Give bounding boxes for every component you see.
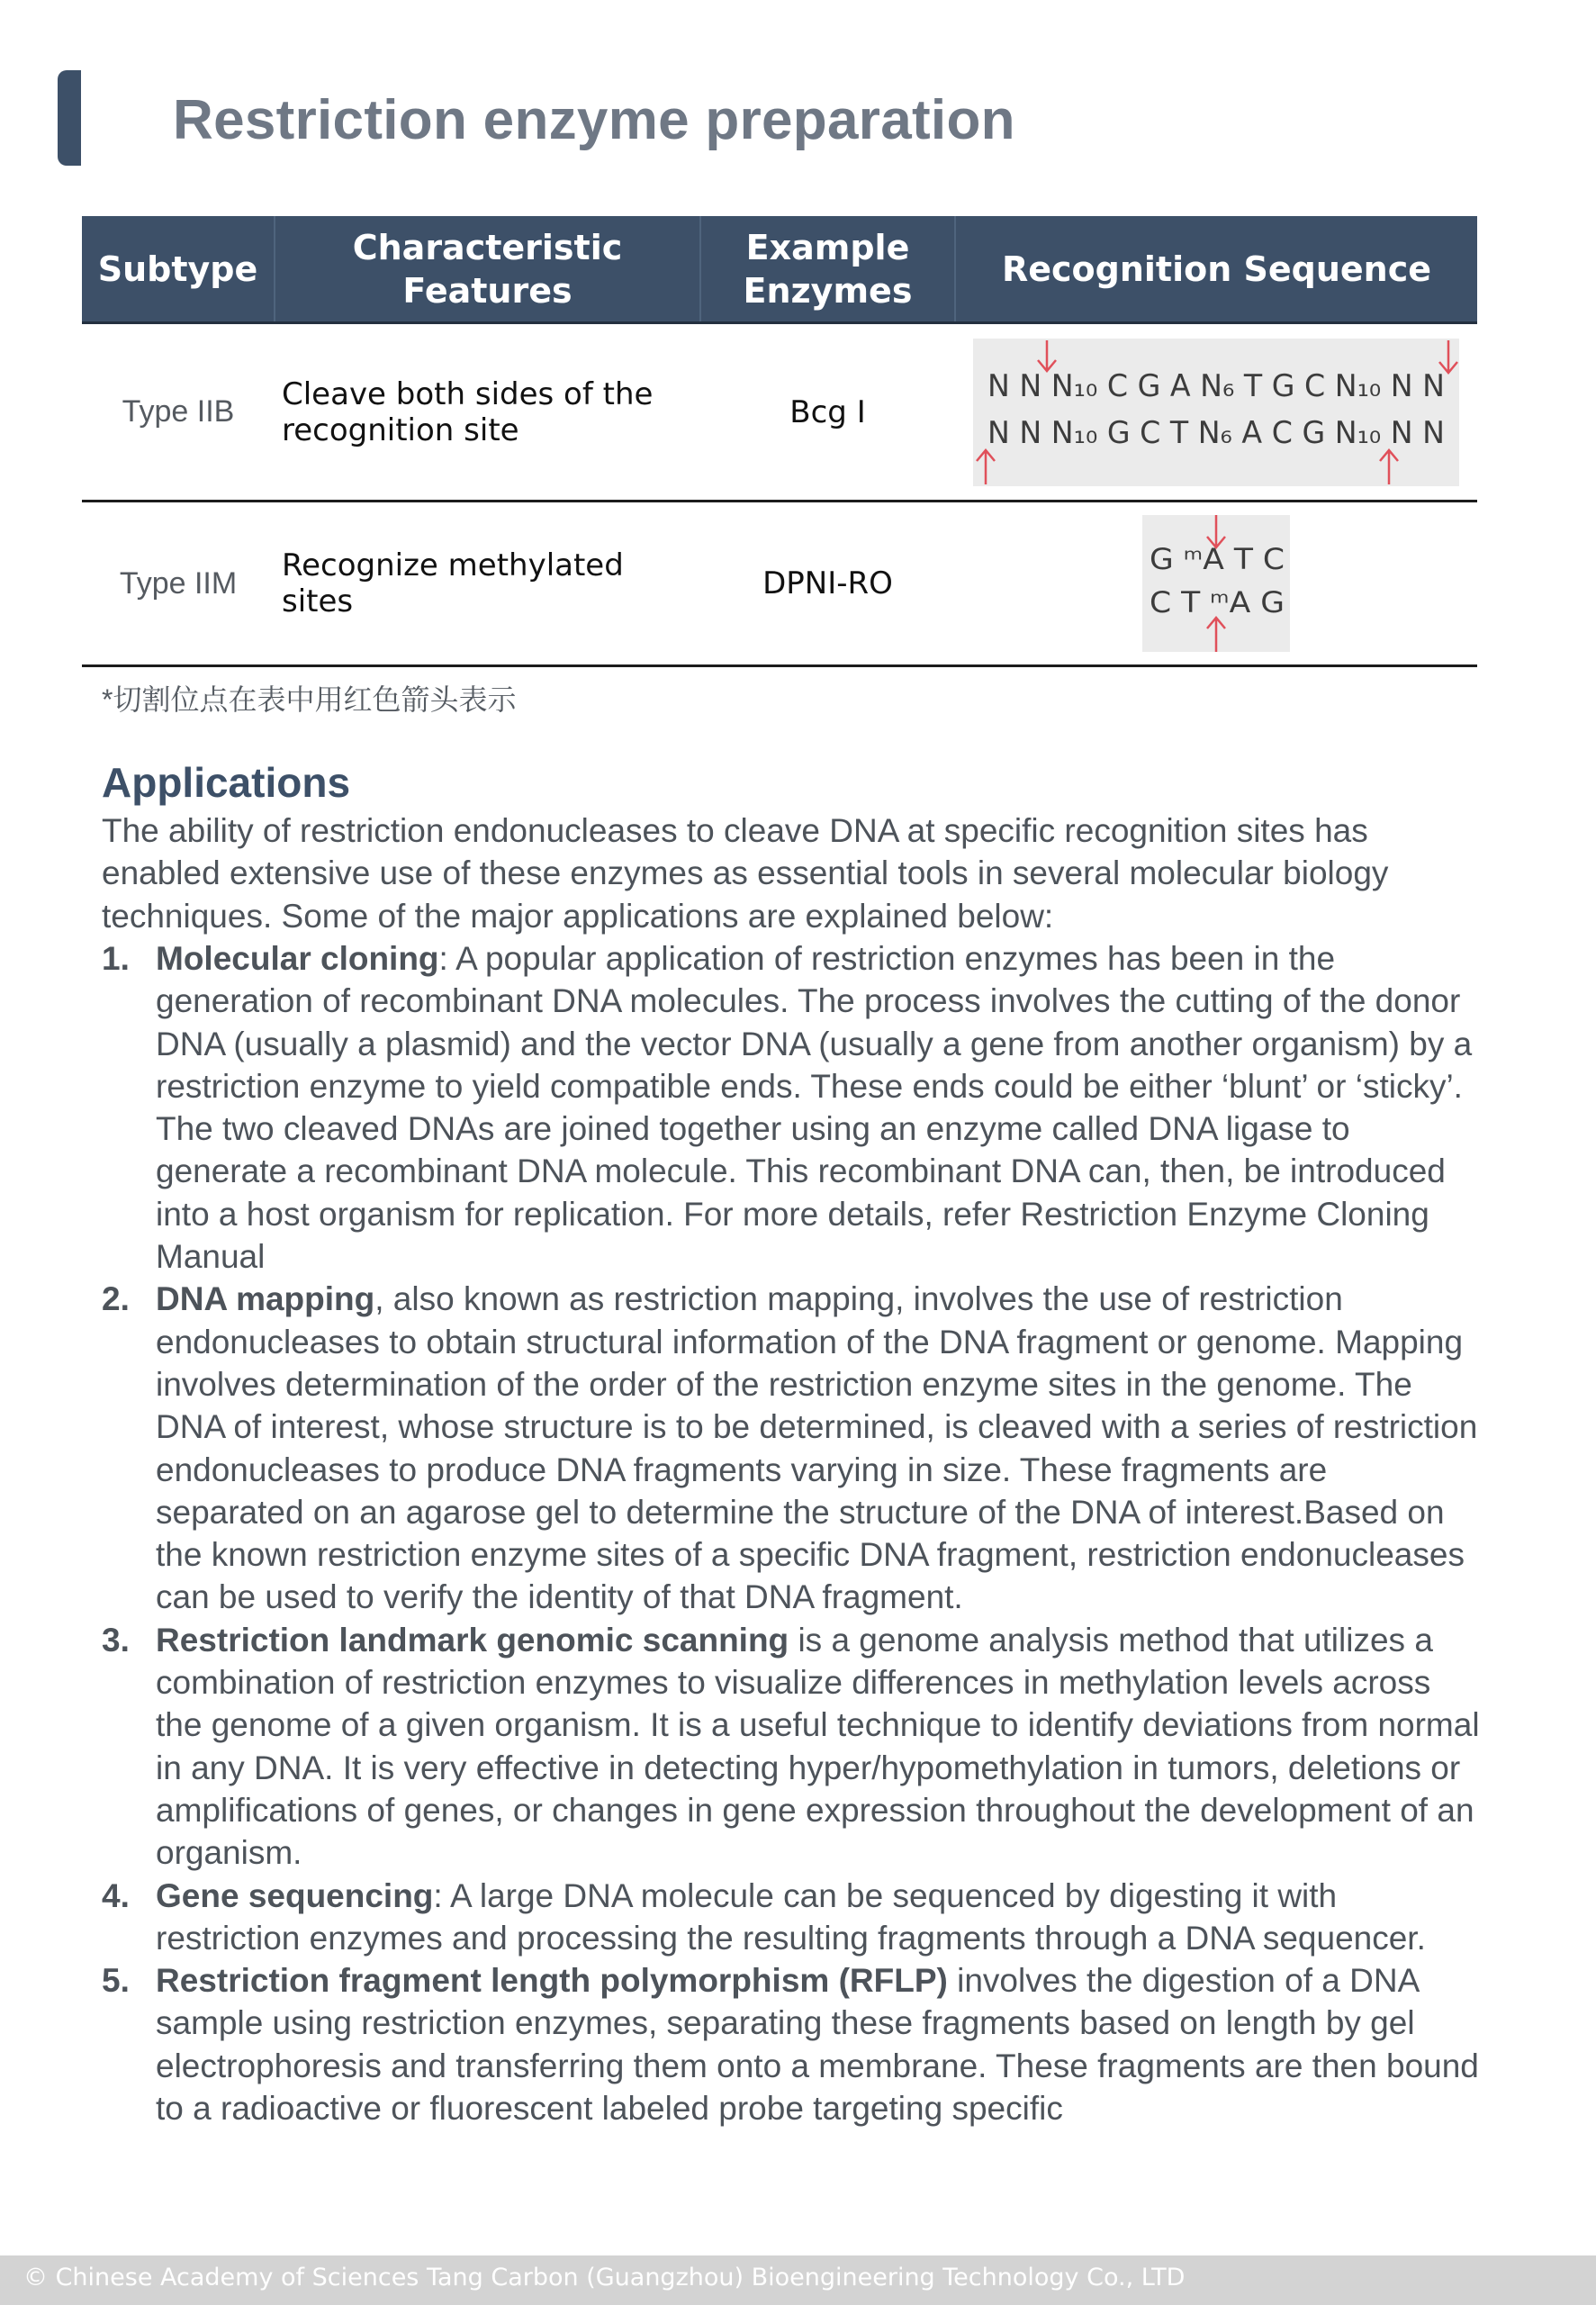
list-item-number: 1. — [102, 940, 130, 977]
list-item-number: 3. — [102, 1621, 130, 1659]
enzyme-table — [82, 216, 1477, 667]
list-item — [102, 1875, 1483, 1960]
list-item — [102, 1959, 1483, 2129]
sequence-top-strand: N N N₁₀ C G A N₆ T G C N₁₀ N N — [987, 367, 1445, 404]
row-features: Recognize methylated sites — [275, 502, 700, 666]
dpni-sequence-image — [1142, 515, 1290, 652]
list-item-term: Gene sequencing — [156, 1876, 434, 1914]
applications-intro: The ability of restriction endonucleases to cleave DNA at specific recognition sites has enabled extensive use of these enzymes as essential tools in several molecular biology techniques. Some of the major applications are explained below: — [102, 812, 1389, 935]
list-item-text: involves the digestion of a DNA sample using restriction enzymes, separating these fragments based on length by gel electrophoresis and transferring them onto a membrane. These fragments are then bound to a radioactive or fluorescent labeled probe targeting specific — [156, 1962, 1479, 2128]
list-item — [102, 1278, 1483, 1618]
table-footnote: *切割位点在表中用红色箭头表示 — [102, 683, 517, 716]
header-sequence: Recognition Sequence — [955, 216, 1477, 323]
list-item-term: Molecular cloning — [156, 940, 439, 977]
row-example: DPNI-RO — [700, 502, 955, 666]
list-item — [102, 1619, 1483, 1875]
header-features: Characteristic Features — [275, 216, 700, 323]
page-title: Restriction enzyme preparation — [173, 89, 1015, 151]
list-item-text: , also known as restriction mapping, involves the use of restriction endonucleases to obtain structural information of the DNA fragment or genome. Mapping involves determination of the order of the restriction enzyme sites in the genome. The DNA of interest, whose structure is to be determined, is cleaved with a series of restriction endonucleases to produce DNA fragments varying in size. These fragments are separated on an agarose gel to determine the structure of the DNA of interest.Based on the known restriction enzyme sites of a specific DNA fragment, restriction endonucleases can be used to verify the identity of that DNA fragment. — [156, 1280, 1478, 1616]
footer-bar — [0, 2255, 1596, 2305]
table-row — [82, 323, 1477, 502]
table-row — [82, 502, 1477, 666]
footer-copyright: © Chinese Academy of Sciences Tang Carbon (Guangzhou) Bioengineering Technology Co., LTD — [23, 2264, 1186, 2291]
applications-list — [102, 937, 1483, 2129]
title-accent-bar — [58, 70, 81, 166]
list-item-number: 2. — [102, 1280, 130, 1318]
list-item — [102, 937, 1483, 1278]
sequence-top-strand: G ᵐA T C — [1150, 542, 1285, 576]
row-features: Cleave both sides of the recognition site — [275, 323, 700, 502]
list-item-text: is a genome analysis method that utilizes a combination of restriction enzymes to visualize differences in methylation levels across the genome of a given organism. It is a useful technique to identify deviations from normal in any DNA. It is very effective in detecting hyper/hypomethylation in tumors, deletions or amplifications of genes, or changes in gene expression throughout the development of an organism. — [156, 1621, 1480, 1872]
applications-heading: Applications — [102, 759, 351, 806]
list-item-number: 5. — [102, 1962, 130, 2000]
list-item-term: Restriction landmark genomic scanning — [156, 1621, 789, 1659]
header-subtype: Subtype — [82, 216, 275, 323]
bcgi-sequence-image — [973, 339, 1459, 486]
header-examples: Example Enzymes — [700, 216, 955, 323]
sequence-bottom-strand: N N N₁₀ G C T N₆ A C G N₁₀ N N — [987, 414, 1445, 451]
list-item-text: : A large DNA molecule can be sequenced by digesting it with restriction enzymes and processing the resulting fragments through a DNA sequencer. — [156, 1876, 1426, 1957]
row-sequence — [955, 502, 1477, 666]
row-sequence — [955, 323, 1477, 502]
table-header-row — [82, 216, 1477, 323]
list-item-number: 4. — [102, 1876, 130, 1914]
list-item-term: Restriction fragment length polymorphism (RFLP) — [156, 1962, 948, 2000]
list-item-term: DNA mapping — [156, 1280, 375, 1318]
row-subtype: Type IIB — [82, 323, 275, 502]
row-subtype: Type IIM — [82, 502, 275, 666]
sequence-bottom-strand: C T ᵐA G — [1150, 585, 1285, 619]
row-example: Bcg I — [700, 323, 955, 502]
list-item-text: : A popular application of restriction enzymes has been in the generation of recombinant DNA molecules. The process involves the cutting of the donor DNA (usually a plasmid) and the vector DNA (usually a gene from another organism) by a restriction enzyme to yield compatible ends. These ends could be either ‘blunt’ or ‘sticky’. The two cleaved DNAs are joined together using an enzyme called DNA ligase to generate a recombinant DNA molecule. This recombinant DNA can, then, be introduced into a host organism for replication. For more details, refer Restriction Enzyme Cloning Manual — [156, 940, 1473, 1276]
